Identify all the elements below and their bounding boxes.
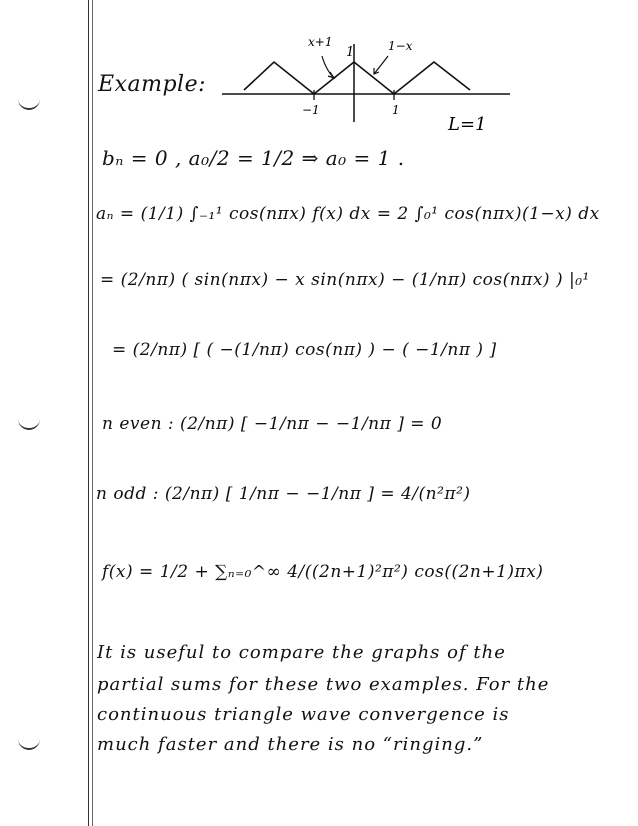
note-line-1: It is useful to compare the graphs of the xyxy=(97,642,506,663)
triangle-wave-figure xyxy=(218,28,518,138)
triangle-wave xyxy=(244,62,470,94)
note-line-2: partial sums for these two examples. For the xyxy=(97,674,550,695)
line-bn: bₙ = 0 , a₀/2 = 1/2 ⇒ a₀ = 1 . xyxy=(102,146,405,170)
label-left: x+1 xyxy=(308,35,333,49)
label-peak: 1 xyxy=(346,45,355,60)
binder-hole-bottom xyxy=(18,738,40,750)
example-label: Example: xyxy=(98,72,206,97)
length-label: L=1 xyxy=(448,114,487,135)
arrow-right xyxy=(374,56,388,74)
margin-rule xyxy=(88,0,89,826)
line-odd: n odd : (2/nπ) [ 1/nπ − −1/nπ ] = 4/(n²π²) xyxy=(96,484,471,504)
line-step1: = (2/nπ) ( sin(nπx) − x sin(nπx) − (1/nπ) cos(nπx) ) |₀¹ xyxy=(100,270,590,290)
margin-rule-inner xyxy=(92,0,93,826)
tick-pos-label: 1 xyxy=(392,103,400,117)
label-right: 1−x xyxy=(388,39,413,53)
note-line-3: continuous triangle wave convergence is xyxy=(97,704,510,725)
binder-hole-top xyxy=(18,98,40,110)
line-step2: = (2/nπ) [ ( −(1/nπ) cos(nπ) ) − ( −1/nπ ) ] xyxy=(112,340,497,360)
note-line-4: much faster and there is no “ringing.” xyxy=(97,734,484,755)
binder-hole-middle xyxy=(18,418,40,430)
line-series: f(x) = 1/2 + ∑ₙ₌₀^∞ 4/((2n+1)²π²) cos((2n+1)πx) xyxy=(102,562,544,582)
line-even: n even : (2/nπ) [ −1/nπ − −1/nπ ] = 0 xyxy=(102,414,443,434)
line-an: aₙ = (1/1) ∫₋₁¹ cos(nπx) f(x) dx = 2 ∫₀¹ cos(nπx)(1−x) dx xyxy=(96,204,600,224)
tick-neg-label: −1 xyxy=(302,103,320,117)
